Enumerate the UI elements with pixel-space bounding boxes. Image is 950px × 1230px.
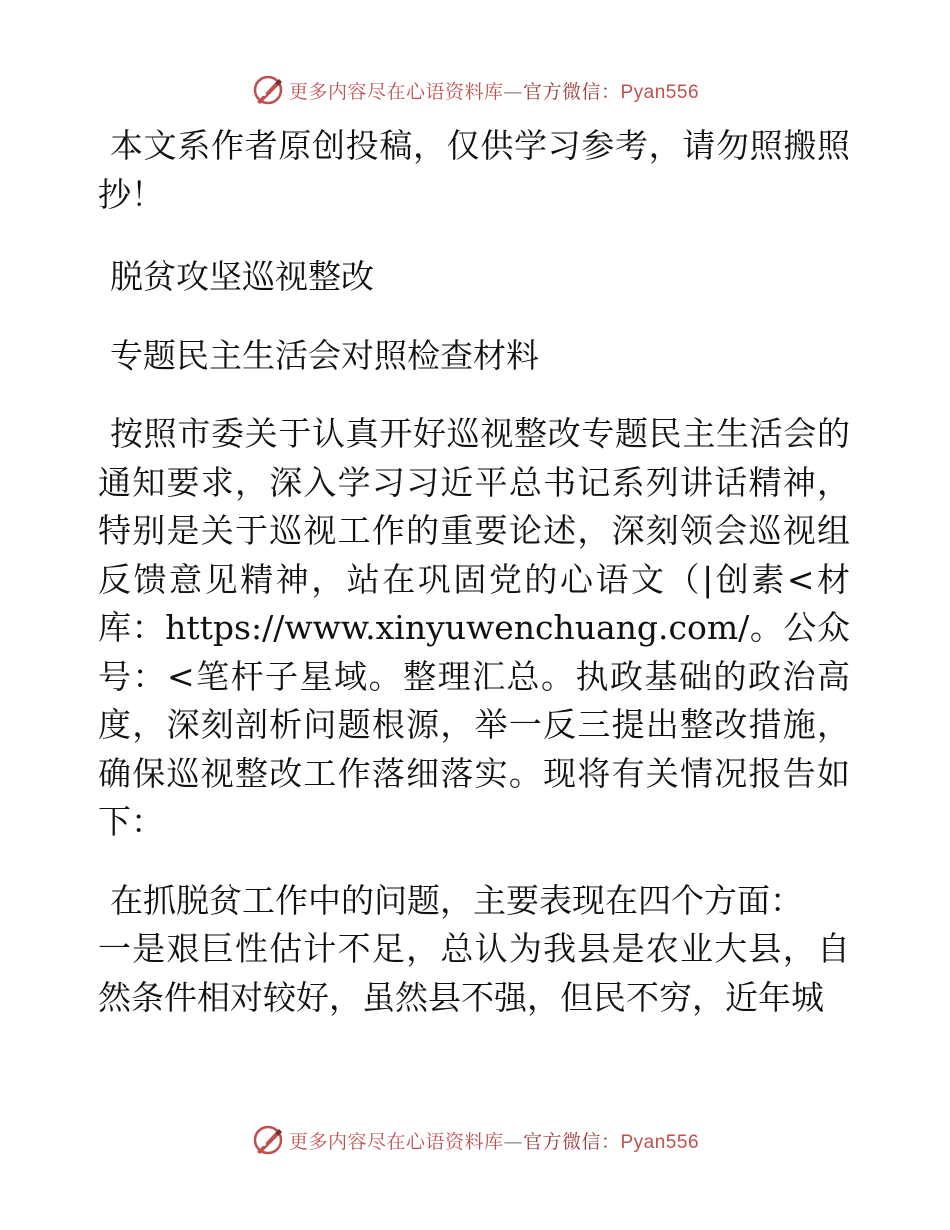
footer-banner-text — [289, 1127, 699, 1154]
header-banner-main: 更多内容尽在心语资料库 — [288, 80, 504, 103]
intro-paragraph: 按照市委关于认真开好巡视整改专题民主生活会的通知要求，深入学习习近平总书记系列讲话精神，特别是关于巡视工作的重要论述，深刻领会巡视组反馈意见精神，站在巩固党的心语文（|创素<材库：https://www.xinyuwenchuang.com/。公众号：<笔杆子星域。整理汇总。执政基础的政治高度，深刻剖析问题根源，举一反三提出整改措施，确保巡视整改工作落细落实。现将有关情况报告如下： — [98, 414, 850, 841]
spacer — [98, 302, 850, 332]
document-body — [98, 122, 850, 1022]
footer-banner-separator: — — [503, 1130, 523, 1153]
problems-heading: 在抓脱贫工作中的问题，主要表现在四个方面： — [110, 880, 803, 920]
footer-wechat-id: Pyan556 — [620, 1131, 700, 1153]
spacer — [98, 219, 850, 253]
problem-one-paragraph: 一是艰巨性估计不足，总认为我县是农业大县，自然条件相对较好，虽然县不强，但民不穷，近年城 — [98, 929, 850, 1017]
pen-logo-icon — [251, 1123, 285, 1157]
footer-banner — [0, 1120, 950, 1160]
pen-logo-icon — [251, 73, 285, 107]
spacer — [98, 847, 850, 877]
header-banner-text — [289, 77, 699, 104]
header-wechat-label: 官方微信： — [522, 80, 621, 103]
header-wechat-id: Pyan556 — [620, 81, 700, 103]
document-title-line-1: 脱贫攻坚巡视整改 — [110, 257, 374, 296]
footer-banner-main: 更多内容尽在心语资料库 — [288, 1130, 504, 1153]
spacer — [98, 380, 850, 410]
copyright-notice: 本文系作者原创投稿，仅供学习参考，请勿照搬照抄！ — [98, 126, 850, 214]
footer-wechat-label: 官方微信： — [522, 1130, 621, 1153]
header-banner — [0, 70, 950, 110]
header-banner-separator: — — [503, 80, 523, 103]
document-title-line-2: 专题民主生活会对照检查材料 — [110, 335, 539, 375]
